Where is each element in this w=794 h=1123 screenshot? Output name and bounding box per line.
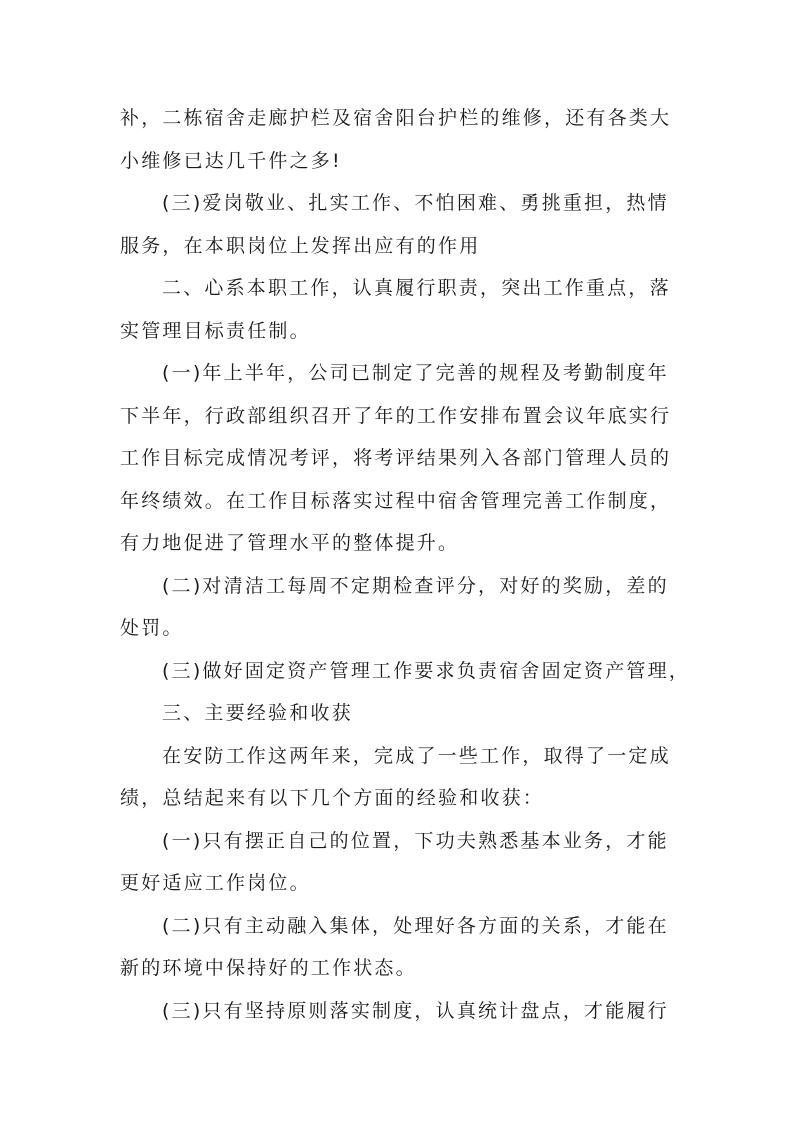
text-line: (二)只有主动融入集体，处理好各方面的关系，才能在 [162,914,669,937]
text-line: (二)对清洁工每周不定期检查评分，对好的奖励，差的 [162,574,669,597]
text-line: 补，二栋宿舍走廊护栏及宿舍阳台护栏的维修，还有各类大 [120,107,672,129]
text-line: 更好适应工作岗位。 [120,872,311,894]
section-heading: 三、主要经验和收获 [162,702,353,724]
text-line: (三)只有坚持原则落实制度，认真统计盘点，才能履行 [162,999,669,1022]
text-line: 工作目标完成情况考评，将考评结果列入各部门管理人员的 [120,447,672,469]
text-line: (一)年上半年，公司已制定了完善的规程及考勤制度年 [162,362,669,384]
text-line: 有力地促进了管理水平的整体提升。 [120,532,460,554]
text-line: (一)只有摆正自己的位置，下功夫熟悉基本业务，才能 [162,829,669,852]
text-line: 年终绩效。在工作目标落实过程中宿舍管理完善工作制度， [120,489,672,512]
text-line: 新的环境中保持好的工作状态。 [120,957,417,979]
text-line: 服务，在本职岗位上发挥出应有的作用 [120,234,481,257]
text-line: 绩，总结起来有以下几个方面的经验和收获： [120,787,545,809]
document-body [120,97,691,1032]
text-line: (三)做好固定资产管理工作要求负责宿舍固定资产管理， [162,659,691,682]
text-line: 处罚。 [120,617,184,639]
section-heading: 二、心系本职工作，认真履行职责，突出工作重点，落 [162,277,671,299]
text-line: 在安防工作这两年来，完成了一些工作，取得了一定成 [162,744,671,767]
text-line: 下半年，行政部组织召开了年的工作安排布置会议年底实行 [120,404,672,427]
text-line: 小维修已达几千件之多! [120,149,342,172]
text-line: (三)爱岗敬业、扎实工作、不怕困难、勇挑重担，热情 [162,192,669,214]
text-line: 实管理目标责任制。 [120,319,311,342]
